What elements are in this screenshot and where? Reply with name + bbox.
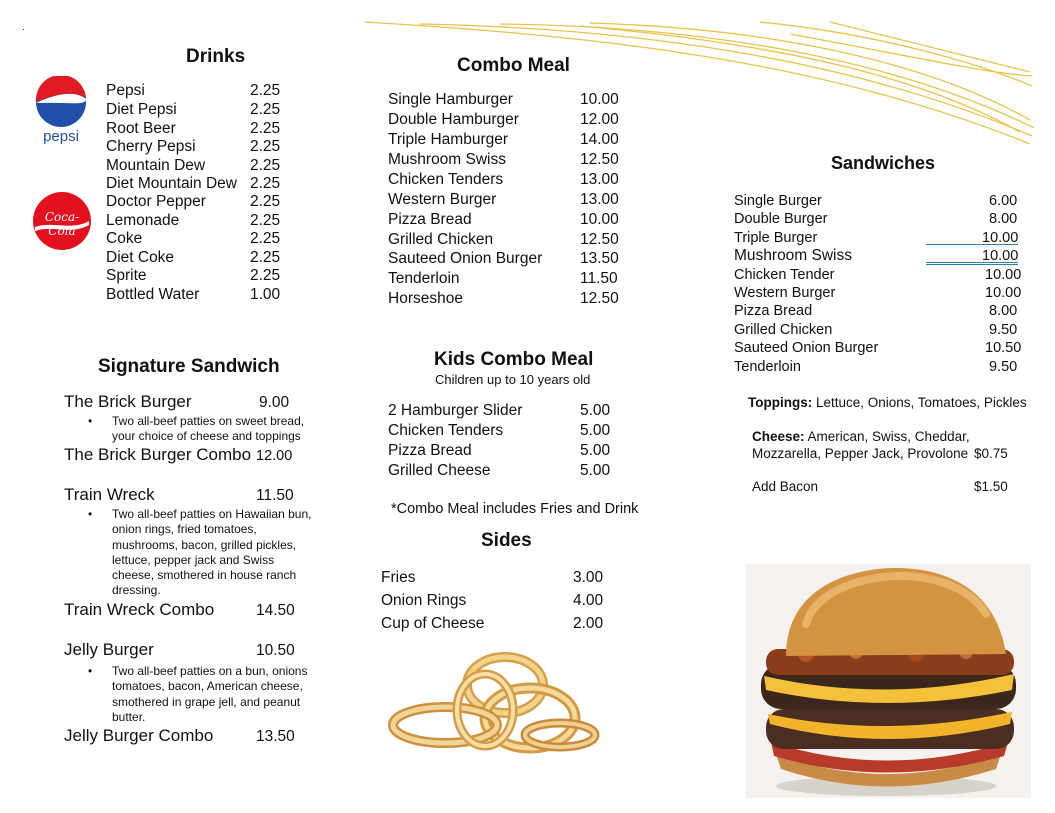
combo-item-name: Triple Hamburger	[388, 131, 509, 148]
pepsi-logo-text: pepsi	[43, 128, 79, 145]
drink-price: 2.25	[250, 193, 281, 210]
drink-name: Lemonade	[106, 212, 180, 229]
bullet-icon: •	[88, 664, 93, 678]
sides-title: Sides	[481, 530, 532, 551]
side-item-name: Cup of Cheese	[381, 615, 485, 632]
toppings-text: Lettuce, Onions, Tomatoes, Pickles	[812, 395, 1027, 410]
sandwich-item-name: Pizza Bread	[734, 303, 813, 319]
sandwich-item-name: Mushroom Swiss	[734, 247, 852, 264]
kids-item-name: Grilled Cheese	[388, 462, 491, 479]
combo-item-name: Grilled Chicken	[388, 231, 494, 248]
signature-item-desc: Two all-beef patties on a bun, onions tomatoes, bacon, American cheese, smothered in grape jell, and peanut butter.	[112, 664, 308, 724]
sandwich-item-price: 10.50	[985, 340, 1022, 356]
onion-rings-image	[375, 640, 610, 760]
coca-cola-logo-text: Coca-Cola	[44, 210, 80, 238]
drink-name: Diet Mountain Dew	[106, 175, 237, 192]
signature-item-desc: Two all-beef patties on Hawaiian bun, onion rings, fried tomatoes, mushrooms, bacon, grilled pickles, lettuce, pepper jack and Swiss cheese, smothered in house ranch dressing.	[112, 507, 312, 598]
side-item-price: 3.00	[573, 569, 604, 586]
combo-item-name: Double Hamburger	[388, 111, 519, 128]
drink-price: 2.25	[250, 157, 281, 174]
cheese-text-2: Mozzarella, Pepper Jack, Provolone	[752, 446, 969, 461]
drinks-title: Drinks	[186, 46, 246, 67]
drink-name: Doctor Pepper	[106, 193, 206, 210]
signature-item-price: 9.00	[259, 394, 290, 411]
drink-price: 1.00	[250, 286, 281, 303]
signature-item-price: 14.50	[256, 602, 295, 619]
combo-item-name: Horseshoe	[388, 290, 463, 307]
sandwich-item-price: 9.50	[989, 359, 1018, 375]
drink-price: 2.25	[250, 175, 281, 192]
combo-note: *Combo Meal includes Fries and Drink	[391, 501, 639, 517]
sandwich-item-name: Western Burger	[734, 285, 836, 301]
toppings-label: Toppings:	[748, 395, 813, 410]
sandwich-item-price: 9.50	[989, 322, 1018, 338]
drink-price: 2.25	[250, 101, 281, 118]
bacon-text: Add Bacon	[752, 479, 819, 494]
sandwich-item-name: Tenderloin	[734, 359, 801, 375]
sandwich-item-name: Double Burger	[734, 211, 828, 227]
sandwich-item-name: Grilled Chicken	[734, 322, 833, 338]
coca-cola-logo	[32, 191, 92, 251]
combo-item-price: 12.00	[580, 111, 619, 128]
cheese-text: American, Swiss, Cheddar,	[804, 429, 970, 444]
kids-item-name: Pizza Bread	[388, 442, 472, 459]
signature-item-name: The Brick Burger Combo	[64, 445, 252, 464]
cheese-price: $0.75	[974, 446, 1008, 461]
combo-item-price: 12.50	[580, 231, 619, 248]
combo-item-name: Western Burger	[388, 191, 497, 208]
combo-item-name: Chicken Tenders	[388, 171, 504, 188]
price-underline	[926, 244, 1018, 245]
kids-item-price: 5.00	[580, 402, 611, 419]
drink-price: 2.25	[250, 82, 281, 99]
kids-item-price: 5.00	[580, 462, 611, 479]
side-item-price: 2.00	[573, 615, 604, 632]
signature-item-price: 12.00	[256, 448, 293, 464]
sandwich-item-price: 10.00	[982, 248, 1019, 264]
signature-item-name: Jelly Burger	[64, 640, 154, 659]
bullet-icon: •	[88, 507, 93, 521]
combo-item-price: 11.50	[580, 270, 618, 287]
price-underline	[926, 262, 1018, 265]
drink-price: 2.25	[250, 138, 281, 155]
cheese-line	[752, 429, 970, 444]
signature-item-price: 13.50	[256, 728, 295, 745]
combo-item-name: Single Hamburger	[388, 91, 513, 108]
sandwich-item-price: 8.00	[989, 303, 1018, 319]
drink-price: 2.25	[250, 230, 281, 247]
combo-item-price: 12.50	[580, 151, 619, 168]
drink-name: Bottled Water	[106, 286, 200, 303]
sandwich-item-price: 8.00	[989, 211, 1018, 227]
drink-name: Sprite	[106, 267, 147, 284]
combo-item-price: 12.50	[580, 290, 619, 307]
signature-item-price: 10.50	[256, 642, 295, 659]
signature-title: Signature Sandwich	[98, 356, 280, 377]
combo-item-price: 13.00	[580, 171, 619, 188]
drink-price: 2.25	[250, 267, 281, 284]
drink-price: 2.25	[250, 249, 281, 266]
drink-name: Mountain Dew	[106, 157, 206, 174]
combo-item-name: Mushroom Swiss	[388, 151, 506, 168]
drink-name: Coke	[106, 230, 143, 247]
sandwich-item-price: 10.00	[985, 285, 1022, 301]
combo-item-price: 14.00	[580, 131, 619, 148]
sandwich-item-price: 10.00	[982, 230, 1019, 246]
combo-item-name: Pizza Bread	[388, 211, 472, 228]
bacon-price: $1.50	[974, 479, 1008, 494]
kids-item-name: Chicken Tenders	[388, 422, 504, 439]
toppings-line	[748, 395, 1027, 410]
signature-item-name: Jelly Burger Combo	[64, 726, 214, 745]
signature-item-name: The Brick Burger	[64, 392, 192, 411]
signature-item-price: 11.50	[256, 487, 294, 504]
sandwich-item-name: Sauteed Onion Burger	[734, 340, 879, 356]
combo-item-name: Tenderloin	[388, 270, 460, 287]
combo-item-price: 10.00	[580, 211, 619, 228]
sandwich-item-price: 10.00	[985, 267, 1022, 283]
drink-name: Diet Coke	[106, 249, 175, 266]
kids-title: Kids Combo Meal	[434, 349, 594, 370]
side-item-name: Onion Rings	[381, 592, 467, 609]
signature-item-desc: Two all-beef patties on sweet bread, your choice of cheese and toppings	[112, 414, 305, 444]
signature-item-name: Train Wreck	[64, 485, 155, 504]
sandwich-item-price: 6.00	[989, 193, 1018, 209]
drink-name: Pepsi	[106, 82, 145, 99]
drink-price: 2.25	[250, 120, 281, 137]
corner-mark: .	[22, 22, 25, 33]
combo-item-price: 10.00	[580, 91, 619, 108]
combo-item-name: Sauteed Onion Burger	[388, 250, 543, 267]
kids-item-price: 5.00	[580, 442, 611, 459]
cheese-label: Cheese:	[752, 429, 805, 444]
drink-price: 2.25	[250, 212, 281, 229]
bullet-icon: •	[88, 414, 93, 428]
sandwiches-title: Sandwiches	[831, 153, 936, 173]
kids-item-price: 5.00	[580, 422, 611, 439]
drink-name: Diet Pepsi	[106, 101, 177, 118]
kids-subtitle: Children up to 10 years old	[435, 372, 591, 387]
sandwich-item-name: Single Burger	[734, 193, 822, 209]
kids-item-name: 2 Hamburger Slider	[388, 402, 523, 419]
combo-item-price: 13.00	[580, 191, 619, 208]
drink-name: Root Beer	[106, 120, 176, 137]
drink-name: Cherry Pepsi	[106, 138, 196, 155]
side-item-price: 4.00	[573, 592, 604, 609]
combo-title: Combo Meal	[457, 55, 570, 76]
side-item-name: Fries	[381, 569, 416, 586]
signature-item-name: Train Wreck Combo	[64, 600, 215, 619]
sandwich-item-name: Triple Burger	[734, 230, 818, 246]
sandwich-item-name: Chicken Tender	[734, 267, 835, 283]
combo-item-price: 13.50	[580, 250, 619, 267]
pepsi-logo	[32, 76, 90, 144]
burger-image	[746, 564, 1031, 798]
